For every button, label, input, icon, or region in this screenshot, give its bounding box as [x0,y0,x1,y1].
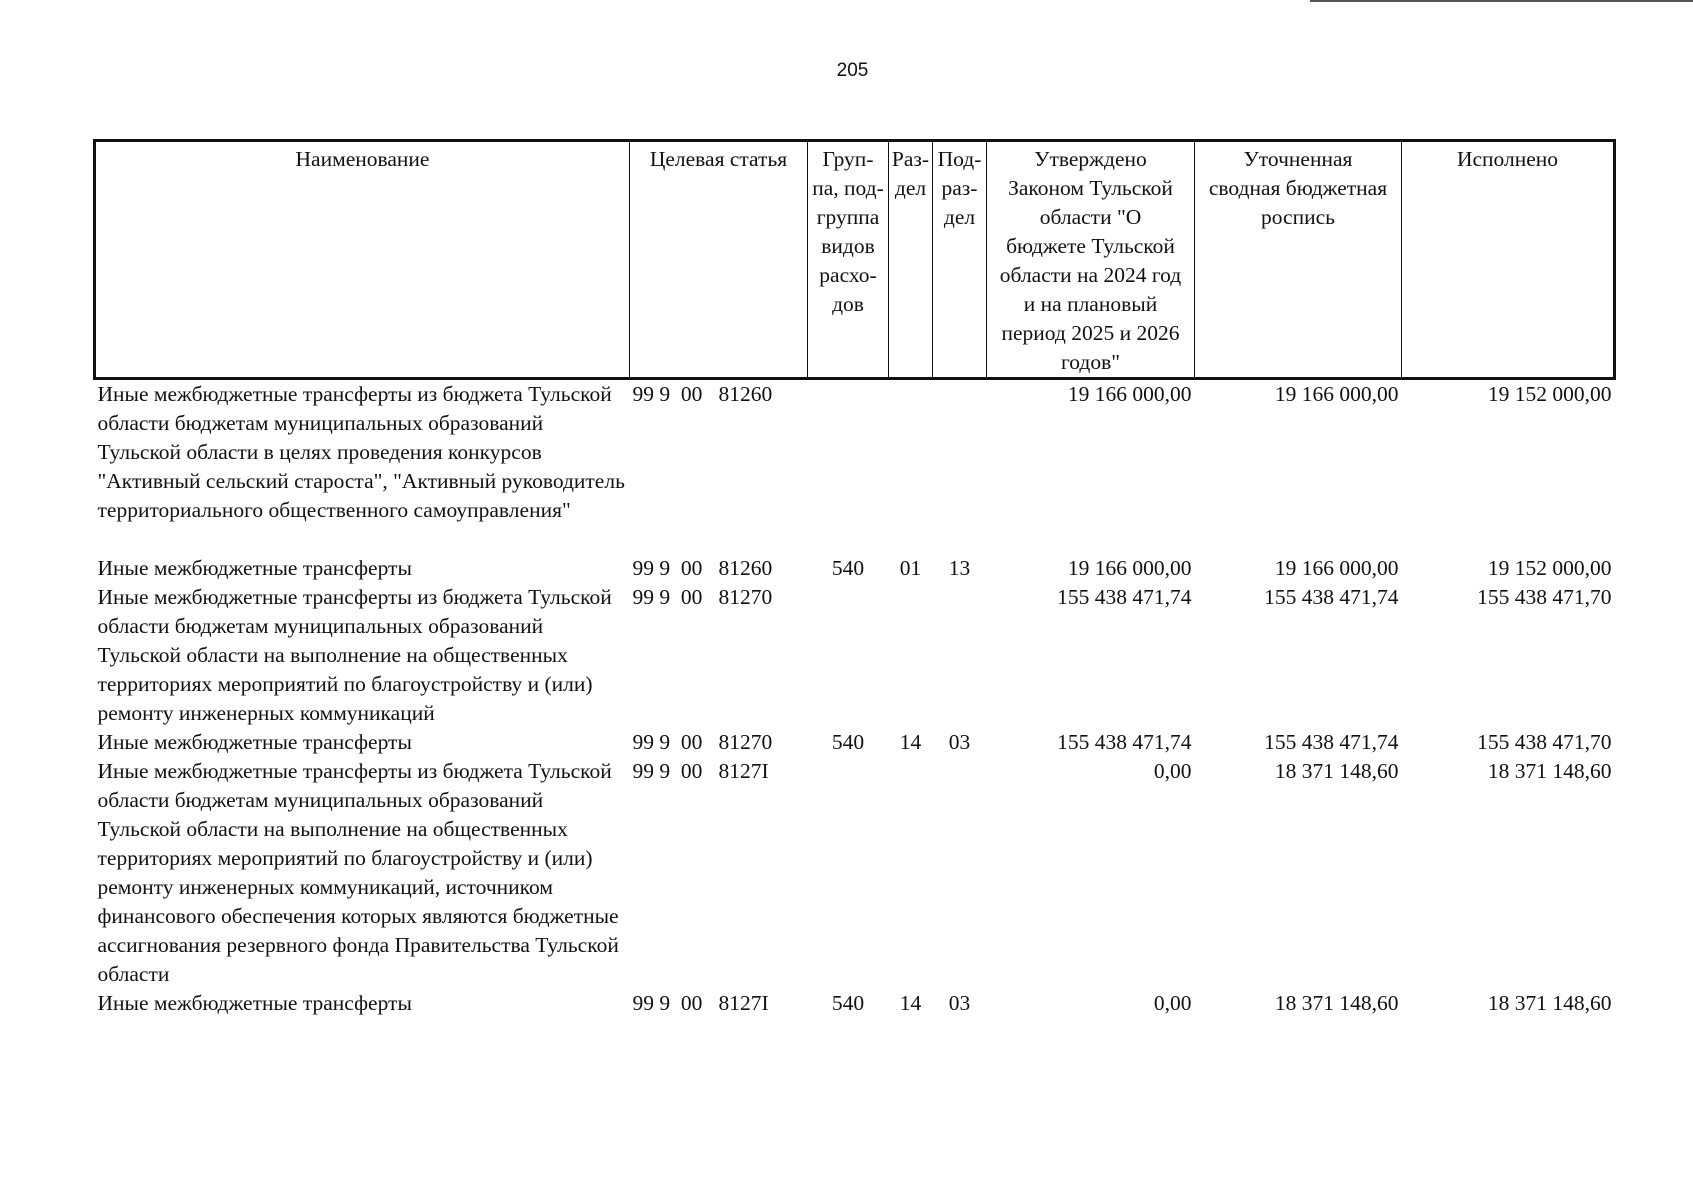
row-approved: 155 438 471,74 [1057,730,1192,754]
row-refined: 19 166 000,00 [1195,379,1402,555]
header-subsection: Под- раз- дел [933,141,987,379]
header-refined: Уточненная сводная бюджетная роспись [1195,141,1402,379]
row-subsection [933,757,987,989]
header-executed: Исполнено [1402,141,1615,379]
row-name: Иные межбюджетные трансферты из бюджета Тульской области бюджетам муниципальных образований Тульской области на выполнение на общественных территориях мероприятий по благоустройству и (или) ремонту инженерных коммуникаций [97,585,612,725]
row-refined: 18 371 148,60 [1274,991,1399,1015]
table-row [95,757,1615,989]
row-name: Иные межбюджетные трансферты [97,730,412,754]
row-name: Иные межбюджетные трансферты из бюджета Тульской области бюджетам муниципальных образований Тульской области на выполнение на общественных территориях мероприятий по благоустройству и (или) ремонту инженерных коммуникаций, источником финансового обеспечения которых являются бюджетные ассигнования резервного фонда Правительства Тульской области [97,759,619,986]
row-target-article: 99 9 00 8127I [632,991,769,1015]
row-executed: 155 438 471,70 [1477,585,1612,609]
table-row [95,379,1615,555]
row-section [889,757,933,989]
row-subsection [933,379,987,555]
row-approved: 19 166 000,00 [987,379,1195,555]
row-group [808,583,889,728]
row-group: 540 [831,991,865,1015]
row-executed: 18 371 148,60 [1487,991,1612,1015]
row-name: Иные межбюджетные трансферты [97,991,412,1015]
row-executed: 155 438 471,70 [1477,730,1612,754]
header-target-article: Целевая статья [630,141,808,379]
header-group: Груп- па, под- группа видов расхо- дов [808,141,889,379]
row-target-article: 99 9 00 81260 [632,556,773,580]
row-refined: 18 371 148,60 [1274,759,1399,783]
row-group: 540 [831,730,865,754]
header-name: Наименование [95,141,630,379]
table-header-row [95,141,1615,379]
page-number: 205 [836,60,869,81]
top-edge-rule [1310,0,1693,2]
row-approved: 155 438 471,74 [1057,585,1192,609]
row-group [808,757,889,989]
row-section: 01 [899,556,922,580]
row-subsection: 03 [948,991,971,1015]
row-section [889,379,933,555]
row-executed: 19 152 000,00 [1402,379,1615,555]
row-group: 540 [831,556,865,580]
row-approved: 0,00 [1153,991,1192,1015]
header-section: Раз- дел [889,141,933,379]
row-subsection [933,583,987,728]
row-subsection: 13 [948,556,971,580]
row-approved: 0,00 [1153,759,1192,783]
row-subsection: 03 [948,730,971,754]
row-section: 14 [899,991,922,1015]
table-row [95,583,1615,728]
table-row [95,554,1615,583]
row-name: Иные межбюджетные трансферты из бюджета Тульской области бюджетам муниципальных образований Тульской области в целях проведения конкурсов "Активный сельский староста", "Активный руководитель территориального общественного самоуправления" [95,379,630,555]
row-approved: 19 166 000,00 [1067,556,1192,580]
row-refined: 19 166 000,00 [1274,556,1399,580]
table-row [95,989,1615,1018]
row-executed: 18 371 148,60 [1487,759,1612,783]
table-row [95,728,1615,757]
row-section [889,583,933,728]
row-section: 14 [899,730,922,754]
row-refined: 155 438 471,74 [1264,585,1399,609]
row-executed: 19 152 000,00 [1487,556,1612,580]
row-target-article: 99 9 00 81270 [632,730,773,754]
row-target-article: 99 9 00 81270 [632,585,773,609]
row-group [808,379,889,555]
row-refined: 155 438 471,74 [1264,730,1399,754]
row-name: Иные межбюджетные трансферты [97,556,412,580]
row-target-article: 99 9 00 81260 [630,379,808,555]
row-target-article: 99 9 00 8127I [632,759,769,783]
budget-table [93,139,1616,1018]
header-approved: Утверждено Законом Тульской области "О бюджете Тульской области на 2024 год и на плановый период 2025 и 2026 годов" [987,141,1195,379]
